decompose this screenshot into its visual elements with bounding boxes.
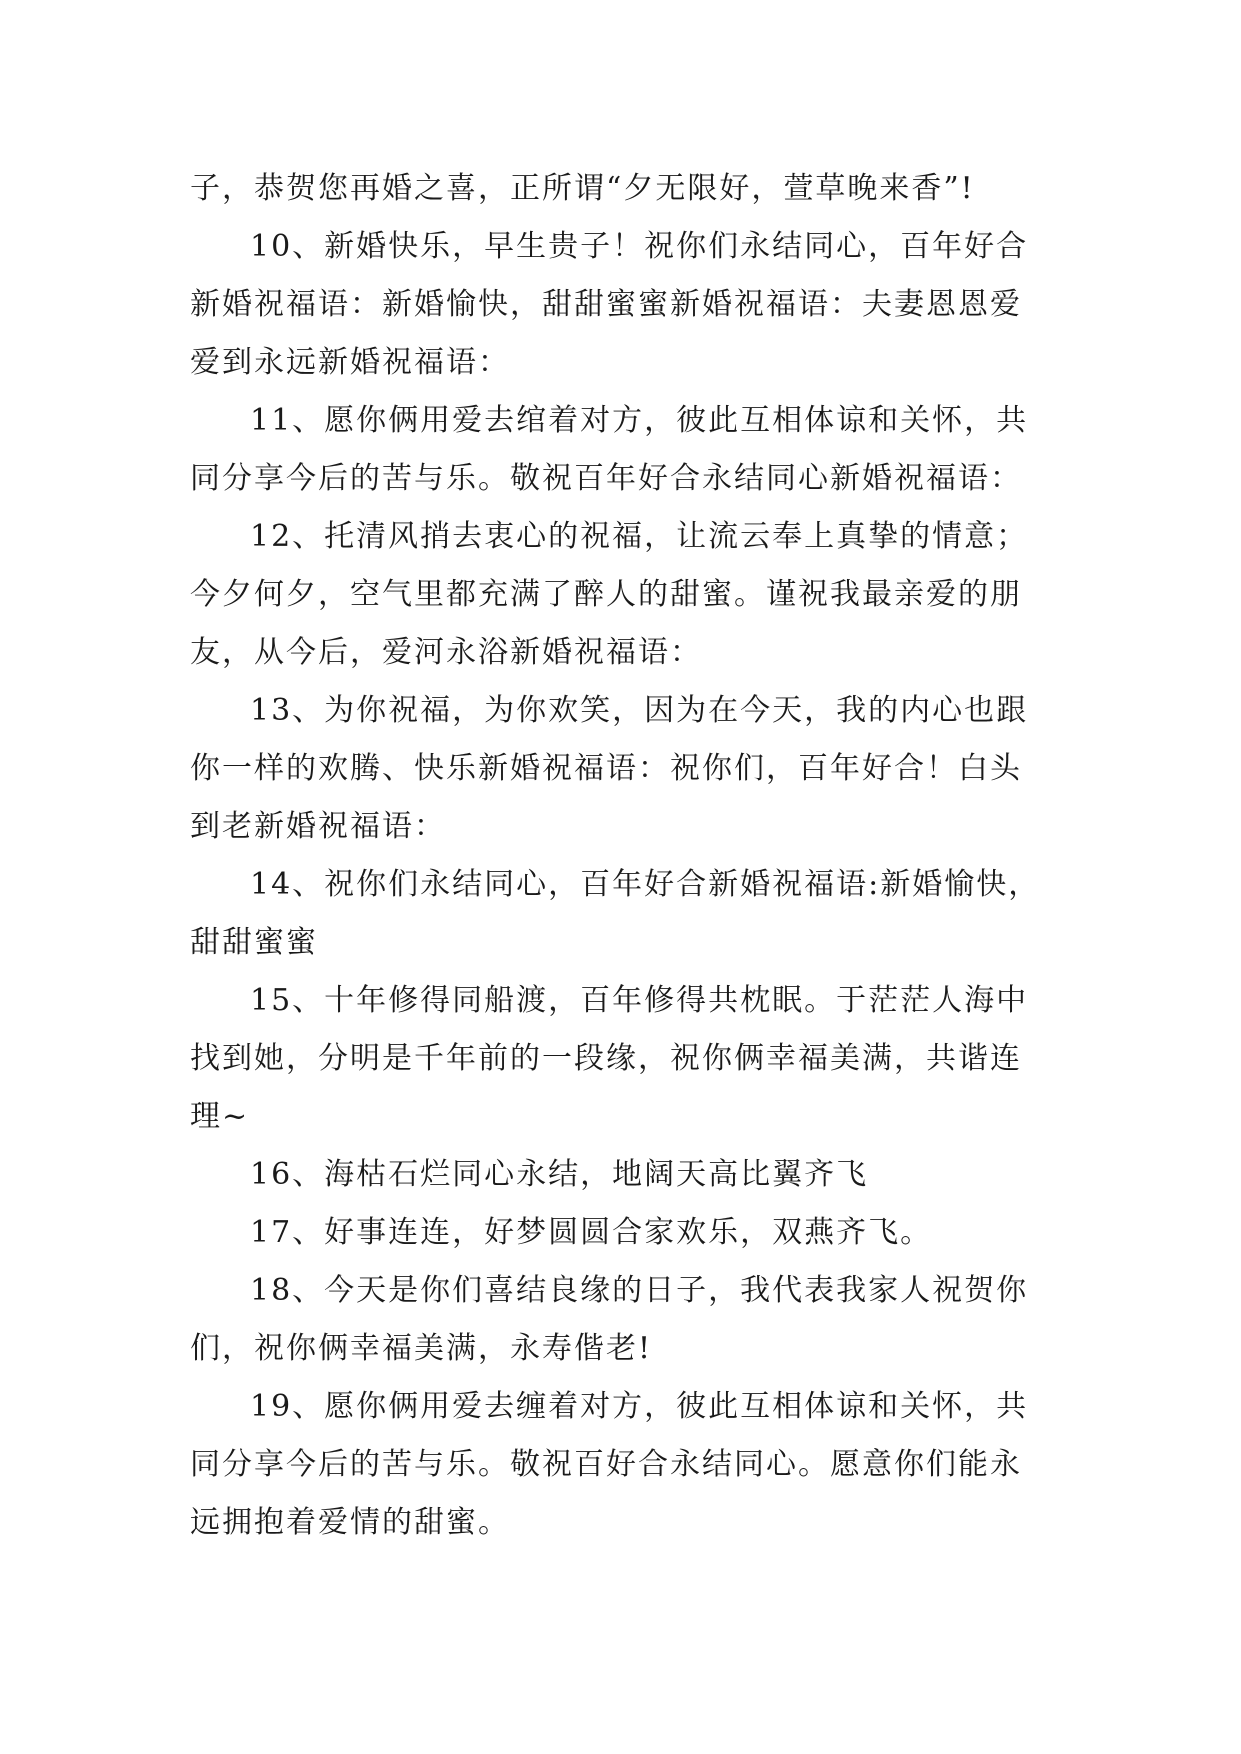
text-line: 13、为你祝福，为你欢笑，因为在今天，我的内心也跟 — [250, 693, 1029, 728]
text-line: 同分享今后的苦与乐。敬祝百年好合永结同心新婚祝福语： — [190, 461, 1022, 496]
paragraph-item-19 — [190, 1378, 1070, 1552]
paragraph-item-16 — [190, 1146, 1070, 1204]
paragraph-item-17 — [190, 1204, 1070, 1262]
paragraph-item-12 — [190, 508, 1070, 682]
text-line: 们，祝你俩幸福美满，永寿偕老! — [190, 1331, 653, 1366]
text-line: 到老新婚祝福语： — [190, 809, 446, 844]
text-line: 15、十年修得同船渡，百年修得共枕眠。于茫茫人海中 — [250, 983, 1029, 1018]
text-line: 11、愿你俩用爱去绾着对方，彼此互相体谅和关怀，共 — [250, 403, 1029, 438]
paragraph-item-13 — [190, 682, 1070, 856]
text-line: 甜甜蜜蜜 — [190, 925, 318, 960]
text-line: 14、祝你们永结同心，百年好合新婚祝福语:新婚愉快， — [250, 867, 1041, 902]
paragraph-item-14 — [190, 856, 1070, 972]
text-line: 友，从今后，爱河永浴新婚祝福语： — [190, 635, 702, 670]
text-line: 同分享今后的苦与乐。敬祝百好合永结同心。愿意你们能永 — [190, 1447, 1022, 1482]
paragraph-item-10 — [190, 218, 1070, 392]
text-line: 10、新婚快乐，早生贵子！祝你们永结同心，百年好合 — [250, 229, 1029, 264]
paragraph-item-18 — [190, 1262, 1070, 1378]
text-line: 19、愿你俩用爱去缠着对方，彼此互相体谅和关怀，共 — [250, 1389, 1029, 1424]
text-line: 远拥抱着爱情的甜蜜。 — [190, 1505, 510, 1540]
text-line: 今夕何夕，空气里都充满了醉人的甜蜜。谨祝我最亲爱的朋 — [190, 577, 1022, 612]
text-line: 17、好事连连，好梦圆圆合家欢乐，双燕齐飞。 — [250, 1215, 933, 1250]
text-line: 新婚祝福语：新婚愉快，甜甜蜜蜜新婚祝福语：夫妻恩恩爱 — [190, 287, 1022, 322]
text-line: 18、今天是你们喜结良缘的日子，我代表我家人祝贺你 — [250, 1273, 1029, 1308]
paragraph-item-15 — [190, 972, 1070, 1146]
text-line: 16、海枯石烂同心永结，地阔天高比翼齐飞 — [250, 1157, 869, 1192]
text-line: 找到她，分明是千年前的一段缘，祝你俩幸福美满，共谐连 — [190, 1041, 1022, 1076]
text-line: 理~ — [190, 1099, 250, 1134]
paragraph-continuation — [190, 160, 1070, 218]
text-line: 12、托清风捎去衷心的祝福，让流云奉上真挚的情意； — [250, 519, 1029, 554]
text-line: 爱到永远新婚祝福语： — [190, 345, 510, 380]
text-line: 子，恭贺您再婚之喜，正所谓“夕无限好，萱草晚来香”! — [190, 171, 975, 206]
text-line: 你一样的欢腾、快乐新婚祝福语：祝你们，百年好合！白头 — [190, 751, 1022, 786]
paragraph-item-11 — [190, 392, 1070, 508]
document-body — [190, 160, 1070, 1552]
